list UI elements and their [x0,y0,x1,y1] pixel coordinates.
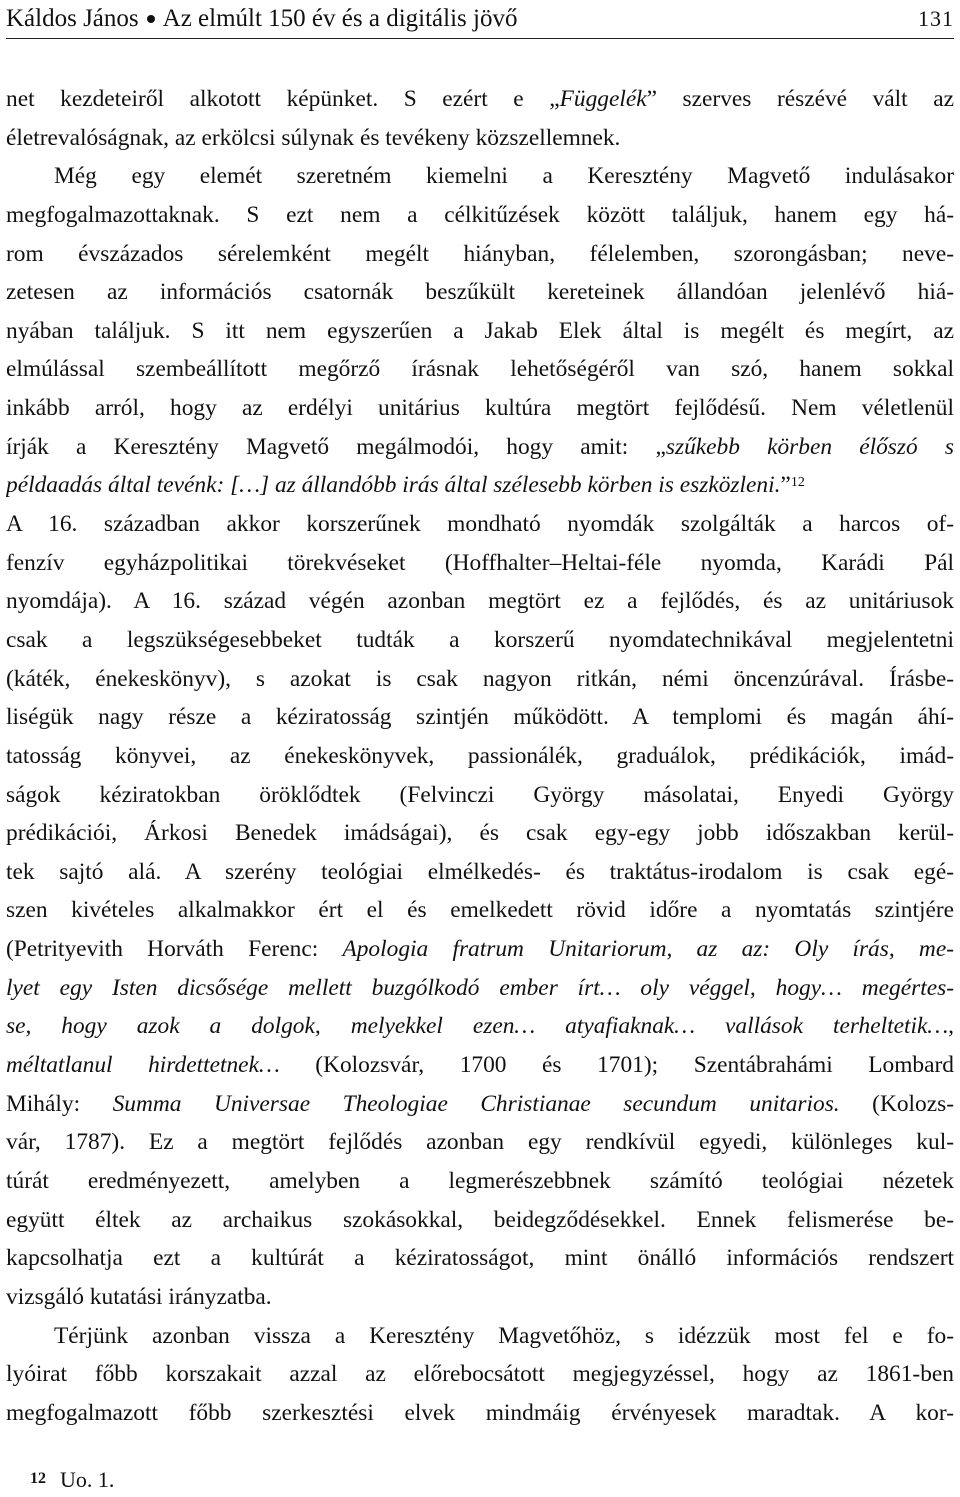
text-span: liségük nagy része a kéziratosság szintjén működött. A templomi és magán áhí- [6,704,954,731]
footnote-reference[interactable]: 12 [790,475,805,491]
text-line [6,853,954,892]
text-span: vizsgáló kutatási irányzatba. [6,1283,272,1310]
text-span: írják a Keresztény Magvető megálmodói, hogy amit: „ [6,433,666,460]
text-span: elmúlással szembeállított megőrző írásnak lehetőségéről van szó, hanem sokkal [6,356,954,383]
text-span: prédikációi, Árkosi Benedek imádságai), és csak egy-egy jobb időszakban kerül- [6,820,954,847]
text-line [6,1046,954,1085]
italic-span: se, hogy azok a dolgok, melyekkel ezen… atyafiaknak… vallások terheltetik…, [6,1013,954,1040]
text-span: (káték, énekeskönyv), s azokat is csak nagyon ritkán, némi öncenzúrával. Írásbe- [6,665,954,692]
text-span: A 16. században akkor korszerűnek mondható nyomdák szolgálták a harcos of- [6,511,954,538]
italic-span: példaadás által tevénk: […] az állandóbb irás által szélesebb körben is eszközleni. [6,472,781,499]
text-span: tatosság könyvei, az énekeskönyvek, passionálék, graduálok, prédikációk, imád- [6,742,954,769]
text-line [6,350,954,389]
text-line [6,891,954,930]
text-span: megfogalmazott főbb szerkesztési elvek mindmáig érvényesek maradtak. A kor- [6,1399,954,1426]
text-line [6,196,954,235]
text-span: net kezdeteiről alkotott képünket. S ezért e „ [6,86,560,112]
text-line [6,466,954,505]
text-span: ” szerves részévé vált az [646,86,954,112]
text-line [6,389,954,428]
text-line [6,273,954,312]
text-line [6,1239,954,1278]
text-span: vár, 1787). Ez a megtört fejlődés azonban egy rendkívül egyedi, különleges kul- [6,1129,954,1156]
page-number: 131 [918,6,954,31]
text-line [6,621,954,660]
text-line [6,80,954,119]
italic-span: Függelék [559,86,647,112]
text-line [6,737,954,776]
text-span: csak a legszükségesebbeket tudták a korszerű nyomdatechnikával megjelentetni [6,626,954,653]
text-line [6,930,954,969]
text-span: rom évszázados sérelemként megélt hiányban, félelemben, szorongásban; neve- [6,240,954,267]
text-line [6,1355,954,1394]
text-span: zetesen az információs csatornák beszűkült kereteinek állandóan jelenlévő hiá- [6,279,954,306]
text-span: életrevalóságnak, az erkölcsi súlynak és tevékeny közszellemnek. [6,124,621,151]
text-line [6,1201,954,1240]
text-span: megfogalmazottaknak. S ezt nem a célkitűzések között találjuk, hanem egy há- [6,201,954,228]
header-title: Az elmúlt 150 év és a digitális jövő [162,5,518,32]
text-line [6,1278,954,1317]
text-line [6,157,954,196]
text-span: ságok kéziratokban öröklődtek (Felvinczi György másolatai, Enyedi György [6,781,954,808]
text-span: fenzív egyházpolitikai törekvéseket (Hoffhalter–Heltai-féle nyomda, Karádi Pál [6,549,954,576]
italic-span: méltatlanul hirdettetnek… [6,1052,280,1079]
footnote-mark: 12 [30,1470,46,1487]
italic-span: lyet egy Isten dicsősége mellett buzgólkodó ember írt… oly véggel, hogy… megértes- [6,974,954,1001]
text-line [6,544,954,583]
text-span: (Kolozs- [839,1090,954,1117]
text-line [6,119,954,158]
text-span: nyában találjuk. S itt nem egyszerűen a Jakab Elek által is megélt és megírt, az [6,317,954,344]
text-line [6,1317,954,1356]
italic-span: Apologia fratrum Unitariorum, az az: Oly írás, me- [342,936,954,963]
text-span: inkább arról, hogy az erdélyi unitárius kultúra megtört fejlődésű. Nem véletlenül [6,395,954,422]
body-text [6,80,954,1432]
footnote [30,1466,114,1497]
text-span: együtt éltek az archaikus szokásokkal, beidegződésekkel. Ennek felismerése be- [6,1206,954,1233]
text-line [6,1007,954,1046]
text-span: (Petrityevith Horváth Ferenc: [6,936,343,963]
text-line [6,1394,954,1433]
text-span: túrát eredményezett, amelyben a legmerészebbnek számító teológiai nézetek [6,1167,954,1194]
text-line [6,428,954,467]
text-line [6,660,954,699]
text-line [6,776,954,815]
text-line [6,312,954,351]
text-line [6,1085,954,1124]
text-span: szen kivételes alkalmakkor ért el és emelkedett rövid időre a nyomtatás szintjére [6,897,954,924]
text-span: ” [780,472,791,499]
header-author: Káldos János [6,5,139,32]
text-span: Még egy elemét szeretném kiemelni a Keresztény Magvető indulásakor [54,163,954,190]
text-line [6,505,954,544]
header-left [6,4,517,34]
text-line [6,814,954,853]
text-span: lyóirat főbb korszakait azzal az előrebocsátott megjegyzéssel, hogy az 1861-ben [6,1361,954,1388]
text-span: Térjünk azonban vissza a Keresztény Magvetőhöz, s idézzük most fel e fo- [54,1322,954,1349]
text-line [6,969,954,1008]
text-span: (Kolozsvár, 1700 és 1701); Szentábrahámi Lombard [279,1052,954,1079]
text-span: tek sajtó alá. A szerény teológiai elmélkedés- és traktátus-irodalom is csak egé- [6,858,954,885]
italic-span: szűkebb körben élőszó s [665,433,954,460]
bullet-separator-icon [147,15,155,23]
text-line [6,698,954,737]
text-line [6,1123,954,1162]
text-line [6,582,954,621]
footnote-text: Uo. 1. [60,1467,115,1492]
text-line [6,235,954,274]
italic-span: Summa Universae Theologiae Christianae secundum unitarios. [112,1090,840,1117]
text-line [6,1162,954,1201]
running-header [6,0,954,39]
text-span: nyomdája). A 16. század végén azonban megtört ez a fejlődés, és az unitáriusok [6,588,954,615]
text-span: kapcsolhatja ezt a kultúrát a kéziratosságot, mint önálló információs rendszert [6,1245,954,1272]
text-span: Mihály: [6,1090,113,1117]
